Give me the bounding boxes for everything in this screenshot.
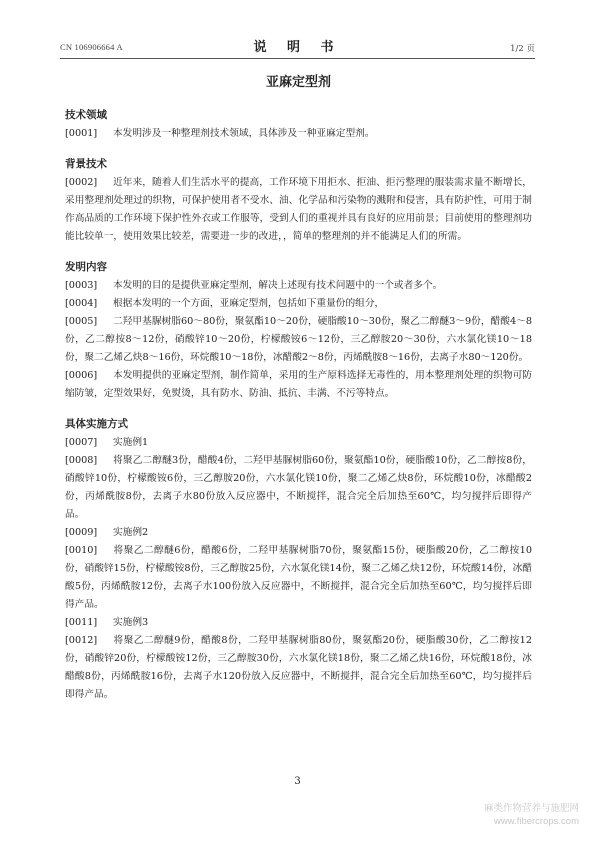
paragraph [65, 313, 532, 367]
document-type: 说 明 书 [253, 40, 342, 55]
paragraph-text: 实施例3 [113, 617, 149, 628]
patent-number: CN 106906664 A [60, 42, 123, 52]
paragraph [65, 367, 532, 403]
section-technical-field [65, 108, 532, 143]
paragraph [65, 295, 532, 313]
paragraph-number: [0012] [65, 635, 98, 646]
section-embodiments [65, 417, 532, 704]
paragraph-text: 近年来，随着人们生活水平的提高，工作环境下用拒水、拒油、拒污整理的服装需求量不断增长，采用整理剂处理过的织物，可保护使用者不受水、油、化学品和污染物的溅附和侵害，具有防护性，可用于制作高品质的工作环境下保护性外衣或工作服等，受到人们的重视并具有良好的应用前景；目前使用的整理剂功能比较单一，使用效果比较差，需要进一步的改进，，简单的整理剂的并不能满足人们的所需。 [65, 177, 532, 242]
paragraph-number: [0010] [65, 545, 98, 556]
section-heading: 背景技术 [65, 158, 107, 170]
paragraph-number: [0005] [65, 316, 98, 327]
site-watermark [484, 802, 579, 828]
paragraph-text: 将聚乙二醇醚6份，醋酸6份，二羟甲基脲树脂70份，聚氨酯15份，硬脂酸20份，乙二醇按10份，硝酸锌15份，柠檬酸铵8份，三乙醇胺25份，六水氯化镁14份，聚二乙烯乙炔12份，环烷酸14份，冰醋酸5份，丙烯酰胺12份，去离子水100份放入反应器中，不断搅拌，混合完全后加热至60℃，均匀搅拌后即得产品。 [65, 545, 532, 610]
paragraph-text: 将聚乙二醇醚9份，醋酸8份，二羟甲基脲树脂80份，聚氨酯20份，硬脂酸30份，乙二醇按12份，硝酸锌20份，柠檬酸铵12份，三乙醇胺30份，六水氯化镁18份，聚二乙烯乙炔16份，环烷酸18份，冰醋酸8份，丙烯酰胺16份，去离子水120份放入反应器中，不断搅拌，混合完全后加热至60℃，均匀搅拌后即得产品。 [65, 635, 532, 700]
paragraph [65, 452, 532, 524]
watermark-url: www.fibercrops.com [494, 816, 579, 827]
page-number: 3 [294, 776, 301, 787]
paragraph-number: [0003] [65, 280, 98, 291]
paragraph-number: [0006] [65, 370, 98, 381]
page-header [60, 34, 535, 58]
page-info: 1/2 页 [510, 44, 535, 54]
paragraph [65, 277, 532, 295]
paragraph [65, 524, 532, 542]
paragraph [65, 614, 532, 632]
section-background [65, 157, 532, 246]
section-heading: 具体实施方式 [65, 418, 128, 430]
paragraph-text: 将聚乙二醇醚3份，醋酸4份，二羟甲基脲树脂60份，聚氨酯10份，硬脂酸10份，乙二醇按8份，硝酸锌10份，柠檬酸铵6份，三乙醇胺20份，六水氯化镁10份，聚二乙烯乙炔8份，环烷酸10份，冰醋酸2份，丙烯酰胺8份，去离子水80份放入反应器中，不断搅拌，混合完全后加热至60℃，均匀搅拌后即得产品。 [65, 455, 532, 520]
paragraph [65, 542, 532, 614]
paragraph [65, 434, 532, 452]
paragraph-text: 本发明的目的是提供亚麻定型剂，解决上述现有技术问题中的一个或者多个。 [113, 280, 443, 291]
paragraph-number: [0002] [65, 177, 98, 188]
paragraph-text: 实施例2 [113, 527, 149, 538]
section-heading: 技术领域 [65, 109, 107, 121]
document-body [65, 74, 532, 704]
paragraph-number: [0011] [65, 617, 98, 628]
paragraph-number: [0007] [65, 437, 98, 448]
section-summary [65, 260, 532, 403]
paragraph-text: 实施例1 [113, 437, 149, 448]
paragraph-text: 二羟甲基脲树脂60～80份，聚氨酯10～20份，硬脂酸10～30份，聚乙二醇醚3～9份，醋酸4～8份，乙二醇按8～12份，硝酸锌10～20份，柠檬酸铵6～12份，三乙醇胺20～30份，六水氯化镁10～18份，聚二乙烯乙炔8～16份，环烷酸10～18份，冰醋酸2～8份，丙烯酰胺8～16份，去离子水80～120份。 [65, 316, 532, 363]
section-heading: 发明内容 [65, 261, 107, 273]
paragraph [65, 125, 532, 143]
document-title: 亚麻定型剂 [265, 75, 331, 90]
paragraph-number: [0008] [65, 455, 98, 466]
paragraph-text: 根据本发明的一个方面，亚麻定型剂，包括如下重量份的组分， [113, 298, 385, 309]
paragraph-number: [0009] [65, 527, 98, 538]
paragraph-number: [0004] [65, 298, 98, 309]
paragraph-number: [0001] [65, 128, 98, 139]
header-divider [60, 58, 535, 59]
paragraph-text: 本发明涉及一种整理剂技术领域，具体涉及一种亚麻定型剂。 [113, 128, 375, 139]
paragraph [65, 174, 532, 246]
paragraph-text: 本发明提供的亚麻定型剂，制作简单，采用的生产原料选择无毒性的，用本整理剂处理的织物可防缩防皱，定型效果好，免熨烫，具有防水、防油、抵抗、丰满、不污等特点。 [65, 370, 532, 399]
paragraph [65, 632, 532, 704]
watermark-site-name: 麻类作物营养与施肥网 [483, 803, 579, 814]
